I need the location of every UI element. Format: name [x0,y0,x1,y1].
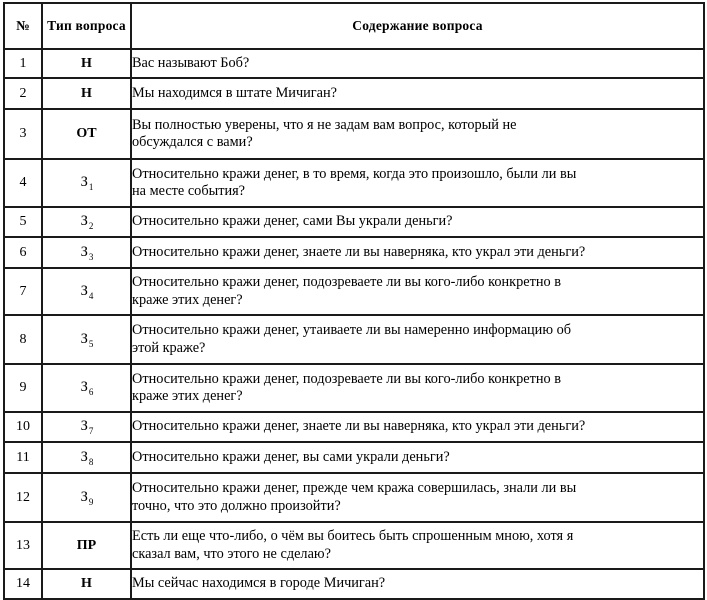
row-question-content [131,268,704,315]
questions-table [3,2,705,600]
table-row [4,159,704,207]
row-question-content [131,315,704,364]
table-row [4,237,704,268]
question-type-base: З [80,174,88,191]
question-type-subscript: 9 [88,496,94,507]
question-line: краже этих денег? [132,291,243,308]
question-line: Относительно кражи денег, знаете ли вы наверняка, кто украл эти деньги? [132,418,586,435]
table-row [4,207,704,237]
row-question-content [131,159,704,207]
question-line: Относительно кражи денег, в то время, когда это произошло, были ли вы [132,165,577,182]
row-question-content [131,442,704,473]
question-line: Вас называют Боб? [132,54,250,71]
table-row [4,268,704,315]
row-question-type [42,109,131,159]
question-type-base: Н [81,576,92,592]
question-line: сказал вам, что этого не сделаю? [132,545,331,562]
question-type-base: З [80,448,88,465]
row-number: 13 [4,522,42,569]
row-question-content [131,364,704,412]
row-question-type [42,207,131,237]
question-line: этой краже? [132,339,206,356]
table-row [4,442,704,473]
row-question-content [131,207,704,237]
table-body [4,49,704,599]
table-row [4,522,704,569]
question-type-base: З [80,213,88,230]
row-number: 11 [4,442,42,473]
question-line: Есть ли еще что-либо, о чём вы боитесь быть спрошенным мною, хотя я [132,528,574,545]
row-question-content [131,412,704,442]
question-type-subscript: 7 [88,426,94,437]
row-number: 4 [4,159,42,207]
table-row [4,78,704,109]
question-type-base: Н [81,55,92,71]
row-question-content [131,473,704,522]
column-header-question-type-line1: Тип [47,18,72,34]
question-type-base: З [80,418,88,435]
row-question-type [42,237,131,268]
column-header-question-type [42,3,131,49]
table-row [4,412,704,442]
column-header-question-content: Содержание вопроса [131,3,704,49]
row-question-content [131,569,704,599]
row-number: 12 [4,473,42,522]
column-header-question-type-line2: вопроса [75,18,126,34]
question-type-base: З [80,330,88,347]
question-type-subscript: 6 [88,387,94,398]
table-header [4,3,704,49]
table-row [4,364,704,412]
question-type-subscript: 5 [88,338,94,349]
question-type-base: З [80,282,88,299]
question-type-subscript: 1 [88,182,94,193]
question-line: Мы сейчас находимся в городе Мичиган? [132,575,386,592]
row-number: 10 [4,412,42,442]
row-question-content [131,49,704,78]
row-number: 9 [4,364,42,412]
row-question-content [131,109,704,159]
question-line: Мы находимся в штате Мичиган? [132,84,338,101]
table-row [4,49,704,78]
question-type-base: ОТ [76,126,97,142]
table-header-row [4,3,704,49]
question-type-base: Н [81,85,92,101]
question-line: точно, что это должно произойти? [132,497,341,514]
question-type-base: З [80,488,88,505]
question-type-subscript: 3 [88,251,94,262]
question-line: Относительно кражи денег, знаете ли вы наверняка, кто украл эти деньги? [132,243,586,260]
row-question-type [42,268,131,315]
question-line: Относительно кражи денег, вы сами украли деньги? [132,448,450,465]
row-question-type [42,442,131,473]
question-line: обсуждался с вами? [132,134,253,150]
question-type-base: З [80,243,88,260]
row-question-type [42,78,131,109]
row-number: 8 [4,315,42,364]
row-question-type [42,159,131,207]
question-line: Относительно кражи денег, прежде чем кража совершилась, знали ли вы [132,480,577,497]
row-question-type [42,412,131,442]
row-number: 7 [4,268,42,315]
row-question-type [42,364,131,412]
table-row [4,315,704,364]
row-question-type [42,522,131,569]
row-question-content [131,78,704,109]
question-line: Вы полностью уверены, что я не задам вам вопрос, который не [132,116,517,133]
row-question-type [42,569,131,599]
question-line: Относительно кражи денег, утаиваете ли вы намеренно информацию об [132,322,572,339]
row-number: 3 [4,109,42,159]
row-number: 5 [4,207,42,237]
question-line: Относительно кражи денег, подозреваете ли вы кого-либо конкретно в [132,274,561,291]
question-line: Относительно кражи денег, подозреваете ли вы кого-либо конкретно в [132,370,561,387]
row-number: 14 [4,569,42,599]
row-question-type [42,315,131,364]
row-number: 6 [4,237,42,268]
question-type-subscript: 2 [88,221,94,232]
row-number: 1 [4,49,42,78]
question-line: краже этих денег? [132,388,243,404]
row-question-type [42,49,131,78]
question-type-subscript: 4 [88,290,94,301]
column-header-number: № [4,3,42,49]
row-question-type [42,473,131,522]
question-type-subscript: 8 [88,456,94,467]
table-row [4,109,704,159]
table-row [4,569,704,599]
row-question-content [131,522,704,569]
table-row [4,473,704,522]
question-line: на месте события? [132,183,246,199]
question-type-base: ПР [76,537,97,553]
row-number: 2 [4,78,42,109]
row-question-content [131,237,704,268]
question-line: Относительно кражи денег, сами Вы украли деньги? [132,213,453,230]
question-type-base: З [80,379,88,396]
